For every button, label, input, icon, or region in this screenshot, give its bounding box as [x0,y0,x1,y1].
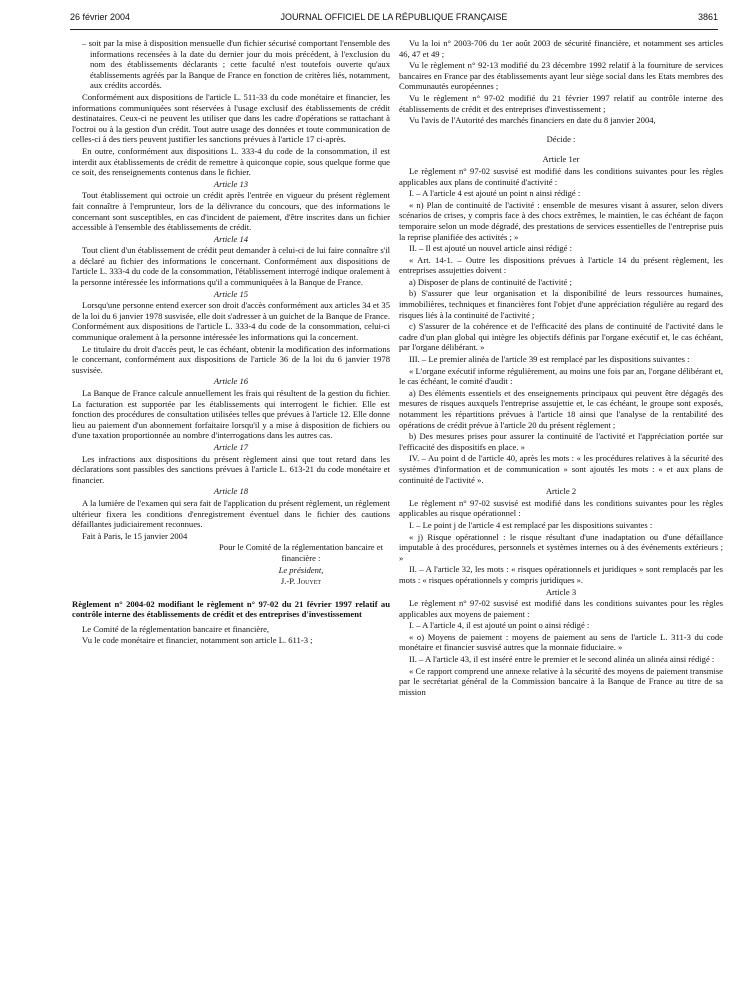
paragraph: II. – A l'article 32, les mots : « risques opérationnels et juridiques » sont remplacés par les mots : « risques opérationnels y compris juridiques ». [399,564,723,585]
paragraph: La Banque de France calcule annuellement les frais qui résultent de la gestion du fichier. La facturation est supportée par les établissements qui interrogent le fichier. Elle est fonction des procédures de consultation utilisées telles que prévues à l'article 12. Elle donne lieu au paiement d'un abonnement forfaitaire lorsqu'il y a mise à disposition de fichiers ou d'une taxation proportionnée au nombre d'interrogations dans les autres cas. [72,388,390,441]
paragraph: II. – A l'article 43, il est inséré entre le premier et le second alinéa un alinéa ainsi rédigé : [409,654,715,665]
paragraph: c) S'assurer de la cohérence et de l'efficacité des plans de continuité de l'activité dans le cadre d'un plan global qui intègre les objectifs définis par l'organe exécutif et, le cas échéant, par l'organe délibérant. » [399,321,723,353]
paragraph: Le règlement n° 97-02 susvisé est modifié dans les conditions suivantes pour les règles applicables aux moyens de paiement : [399,598,723,619]
header-date: 26 février 2004 [70,12,131,22]
paragraph: « j) Risque opérationnel : le risque résultant d'une inadaptation ou d'une défaillance imputable à des procédures, personnels et systèmes internes ou à des événements extérieurs ; » [399,531,723,563]
article-heading: Article 1er [542,154,580,165]
article-heading: Article 17 [213,441,249,452]
right-column [399,38,723,698]
paragraph: « Art. 14-1. – Outre les dispositions prévues à l'article 14 du présent règlement, les entreprises assujetties doivent : [399,254,723,276]
article-heading: Article 3 [545,586,577,597]
paragraph: « o) Moyens de paiement : moyens de paiement au sens de l'article L. 311-3 du code monétaire et financier susvisé autres que la monnaie fiduciaire. » [399,631,723,653]
article-heading: Article 16 [213,376,249,387]
paragraph: Tout établissement qui octroie un crédit après l'entrée en vigueur du présent règlement fait connaître à l'emprunteur, lors de la délivrance du concours, que des informations le concernant sont susceptibles, en cas d'incident de paiement, d'être inscrites dans un fichier accessible à l'ensemble des établissements de crédit. [72,190,390,233]
paragraph: I. – A l'article 4 est ajouté un point n ainsi rédigé : [409,188,581,199]
paragraph: En outre, conformément aux dispositions L. 333-4 du code de la consommation, il est interdit aux établissements de crédit de remettre à quiconque copie, sous quelque forme que ce soit, des renseignements contenus dans le fichier. [72,145,390,178]
paragraph: I. – A l'article 4, il est ajouté un point o ainsi rédigé : [409,620,590,631]
paragraph: « n) Plan de continuité de l'activité : ensemble de mesures visant à assurer, selon divers scénarios de crises, y compris face à des chocs extrêmes, le maintien, le cas échéant de façon temporaire selon un mode dégradé, des prestations de services essentielles de l'entreprise puis la reprise planifiée des activités ; » [399,199,723,242]
signing-place-date: Fait à Paris, le 15 janvier 2004 [82,530,188,541]
paragraph: Le Comité de la réglementation bancaire et financière, [82,623,270,634]
left-column [72,38,390,647]
signatory-name: J.-P. Jouyet [280,576,322,587]
paragraph: Le règlement n° 97-02 susvisé est modifié dans les conditions suivantes pour les règles applicables au risque opérationnel : [399,497,723,519]
header-journal-title: JOURNAL OFFICIEL DE LA RÉPUBLIQUE FRANÇAISE [280,12,508,22]
signatory-body: Pour le Comité de la réglementation bancaire et financière : [219,542,383,563]
paragraph: Lorsqu'une personne entend exercer son droit d'accès conformément aux articles 34 et 35 de la loi du 6 janvier 1978 susvisée, elle doit s'adresser à un guichet de la Banque de France. Conformément aux dispositions de l'article L. 333-4 du code de la consommation, celui-ci communique oralement à la personne intéressée les informations qui la concernent. [72,300,390,343]
signatory-role: Le président, [278,564,324,575]
paragraph: b) Des mesures prises pour assurer la continuité de l'activité et l'appréciation portée sur l'efficacité des dispositifs en place. » [399,431,723,452]
header-rule [70,29,718,30]
article-heading: Article 18 [213,486,249,497]
paragraph: – soit par la mise à disposition mensuelle d'un fichier sécurisé comportant l'ensemble des informations recensées à la date du dernier jour du mois précédent, à l'exclusion du nom des établissements déclarants ; cette faculté n'est toutefois ouverte qu'aux établissements agréés par la Banque de France en fonction de critères liés, notamment, aux crédits accordés. [82,38,390,91]
page-header [70,12,718,30]
paragraph: Les infractions aux dispositions du présent règlement ainsi que tout retard dans les déclarations sont passibles des sanctions prévues à l'article L. 613-21 du code monétaire et financier. [72,453,390,485]
article-heading: Article 2 [545,486,577,497]
paragraph: Le règlement n° 97-02 susvisé est modifié dans les conditions suivantes pour les règles applicables aux plans de continuité d'activité : [399,165,723,187]
header-page-number: 3861 [697,12,718,22]
paragraph: A la lumière de l'examen qui sera fait de l'application du présent règlement, un règlement ultérieur fixera les conditions d'enregistrement éventuel dans le fichier des cautions défaillantes judiciairement reconnues. [72,497,390,530]
paragraph: Conformément aux dispositions de l'article L. 511-33 du code monétaire et financier, les informations communiquées sont réservées à l'usage exclusif des établissements de crédit destinataires. Ceux-ci ne peuvent les utiliser que dans les cadre d'opérations se rattachant à l'octroi ou à la gestion d'un crédit. Tout autre usage des données et toute communication de celles-ci à des tiers peuvent justifier les sanctions prévues à l'article 17 ci-après. [72,91,390,145]
paragraph: III. – Le premier alinéa de l'article 39 est remplacé par les dispositions suivantes : [409,354,690,365]
paragraph: Le titulaire du droit d'accès peut, le cas échéant, obtenir la modification des informations le concernant, conformément aux dispositions de l'article 36 de la loi du 6 janvier 1978 susvisée. [72,343,390,375]
decide-heading: Décide : [546,133,576,144]
article-heading: Article 13 [213,178,249,189]
article-heading: Article 14 [213,233,249,244]
paragraph: I. – Le point j de l'article 4 est remplacé par les dispositions suivantes : [409,519,653,530]
regulation-title: Règlement n° 2004-02 modifiant le règlement n° 97-02 du 21 février 1997 relatif au contrôle interne des établissements de crédit et des entreprises d'investissement [72,598,390,620]
paragraph: Tout client d'un établissement de crédit peut demander à celui-ci de lui faire connaître s'il a déclaré au fichier des informations le concernant. Conformément aux dispositions de l'article L. 333-4 du code de la consommation, l'établissement interrogé indique oralement à la personne intéressée les informations qu'il a communiquées à la Banque de France. [72,245,390,288]
paragraph: b) S'assurer que leur organisation et la disponibilité de leurs ressources humaines, immobilières, techniques et financières font l'objet d'une appréciation régulière au regard des risques liés à la continuité de l'activité ; [399,288,723,320]
paragraph: II. – Il est ajouté un nouvel article ainsi rédigé : [409,243,572,254]
paragraph: a) Disposer de plans de continuité de l'activité ; [409,276,572,287]
paragraph: « L'organe exécutif informe régulièrement, au moins une fois par an, l'organe délibérant et, le cas échéant, le comité d'audit : [399,365,723,387]
paragraph: Vu la loi n° 2003-706 du 1er août 2003 de sécurité financière, et notamment ses articles 46, 47 et 49 ; [399,38,723,59]
paragraph: IV. – Au point d de l'article 40, après les mots : « les procédures relatives à la sécurité des systèmes d'information et de communication » sont ajoutés les mots : « et aux plans de continuité de l'activité ». [399,453,723,485]
paragraph: a) Des éléments essentiels et des enseignements principaux qui peuvent être dégagés des mesures de risques auxquels l'entreprise assujettie et, le cas échéant, le groupe sont exposés, notamment les répartitions prévues à l'article 18 ainsi que l'analyse de la rentabilité des opérations de crédit prévue à l'article 20 du présent règlement ; [399,387,723,430]
article-heading: Article 15 [213,288,249,299]
paragraph: Vu le code monétaire et financier, notamment son article L. 611-3 ; [82,635,313,646]
paragraph: Vu le règlement n° 97-02 modifié du 21 février 1997 relatif au contrôle interne des établissements de crédit et des entreprises d'investissement ; [399,92,723,114]
paragraph: Vu l'avis de l'Autorité des marchés financiers en date du 8 janvier 2004, [409,115,656,126]
paragraph: Vu le règlement n° 92-13 modifié du 23 décembre 1992 relatif à la fourniture de services bancaires en France par des établissements ayant leur siège social dans les Etats membres des Communautés européennes ; [399,60,723,92]
paragraph: « Ce rapport comprend une annexe relative à la sécurité des moyens de paiement transmise par le secrétariat général de la Commission bancaire à la Banque de France au titre de sa mission [399,665,723,697]
